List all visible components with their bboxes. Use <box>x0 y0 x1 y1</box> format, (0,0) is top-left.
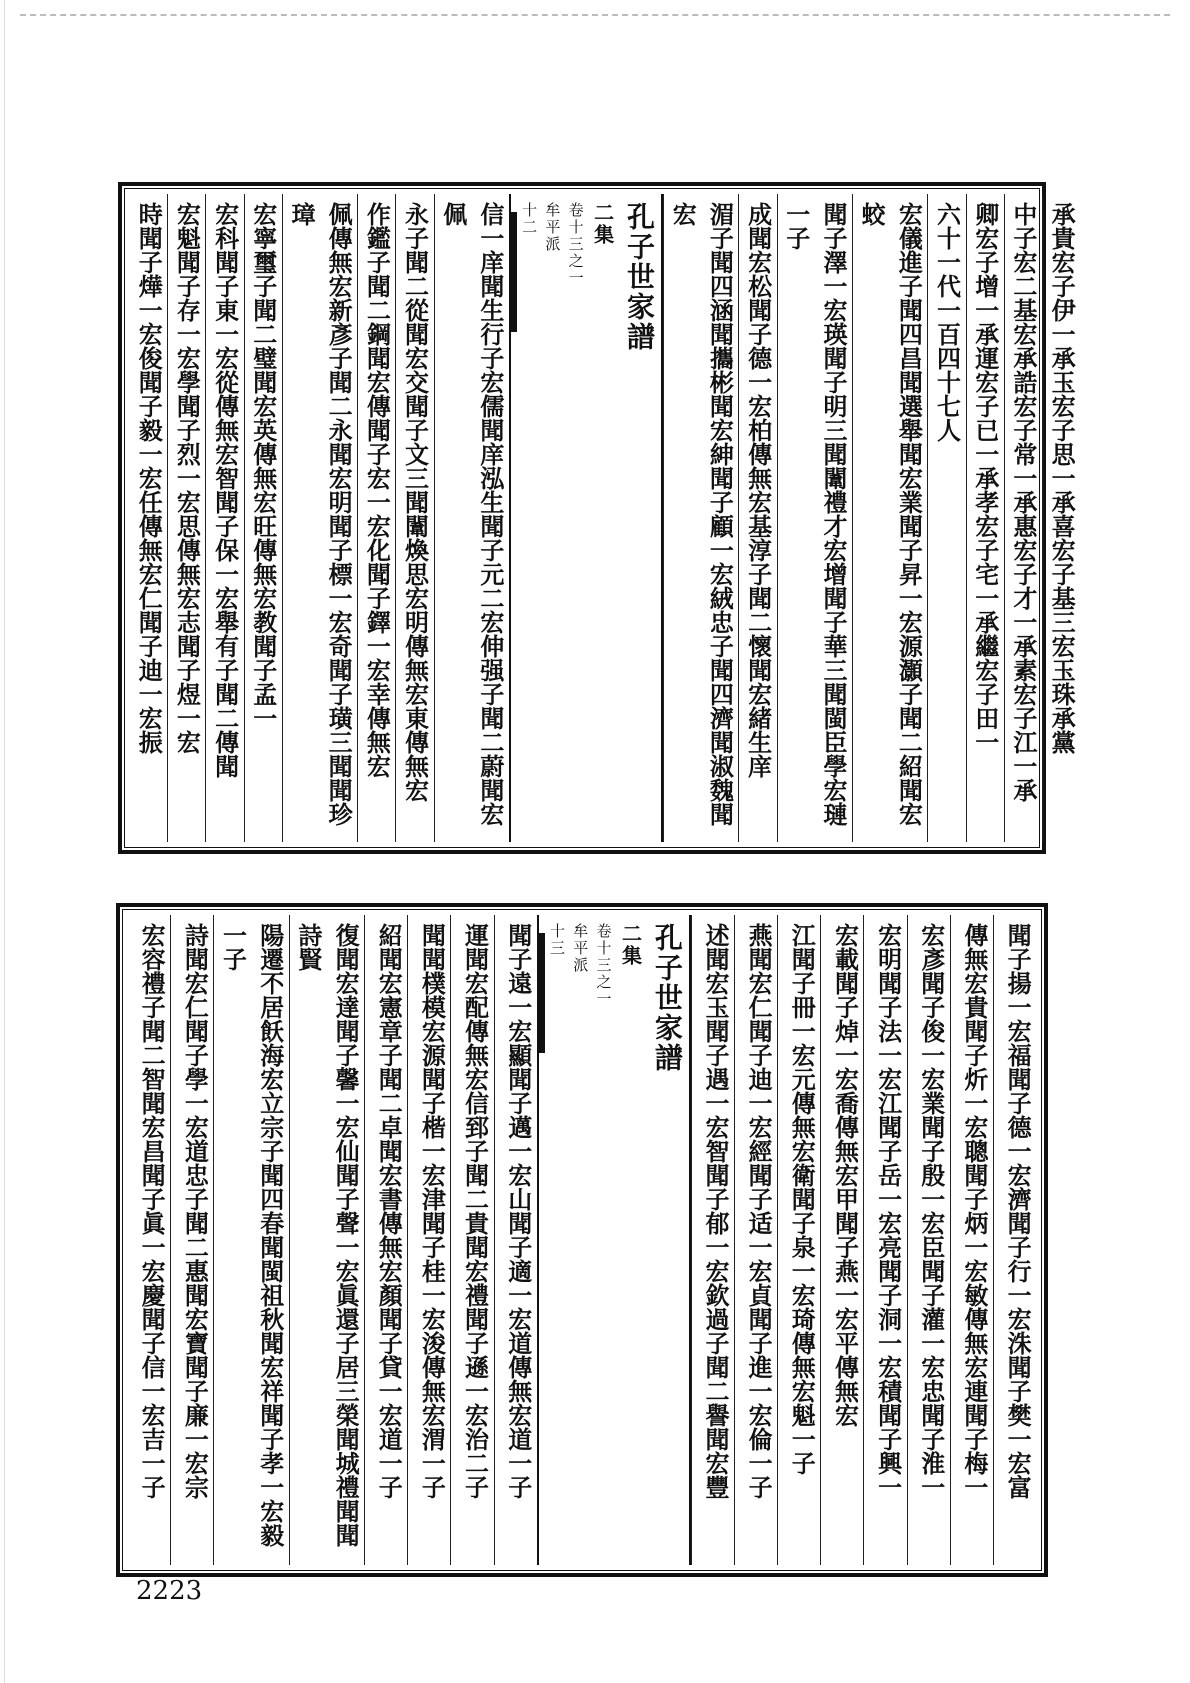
entry-column: 作鑑子聞二鋼聞宏傳聞子宏一宏化聞子鐸一宏幸傳無宏 <box>357 194 395 842</box>
branch-label: 牟平派 <box>571 923 590 974</box>
entry-column: 承貴宏子伊一承玉宏子思一承喜宏子基三宏玉珠承黨 <box>1042 194 1080 842</box>
bottom-genealogy-panel <box>116 903 1048 1577</box>
volume-label: 二集 <box>618 923 643 967</box>
folio-number: 十三 <box>547 923 566 957</box>
book-title: 孔子世家譜 <box>650 923 684 1073</box>
top-cut-line <box>20 14 1170 18</box>
entry-column: 聞子遠一宏顯聞子邁一宏山聞子適一宏道傳無宏道一子 <box>494 915 537 1565</box>
entry-column: 宏載聞子焯一宏喬傳無宏甲聞子燕一宏平傳無宏 <box>820 915 863 1565</box>
entry-column: 紹聞宏憲章子聞二卓聞宏書傳無宏顏聞子貸一宏道一子 <box>364 915 407 1565</box>
entry-column: 卿宏子增一承運宏子已一承孝宏子宅一承繼宏子田一 <box>966 194 1004 842</box>
entry-column: 宏明聞子法一宏江聞子岳一宏亮聞子洞一宏積聞子興一 <box>863 915 906 1565</box>
generation-heading: 六十一代一百四十七人 <box>927 194 965 842</box>
margin-bar <box>511 212 517 332</box>
entry-column: 永子聞二從聞宏交聞子文三聞闈煥思宏明傳無宏東傳無宏 <box>395 194 433 842</box>
volume-label: 二集 <box>590 202 615 246</box>
entry-column: 宏儀進子聞四昌聞選舉聞宏業聞子昇一宏源灝子聞二紹聞宏蛟 <box>852 194 927 842</box>
entry-column: 湄子聞四涵聞攜彬聞宏紳聞子顧一宏絨忠子聞四濟聞淑魏聞宏 <box>663 194 738 842</box>
entry-column: 復聞宏達聞子馨一宏仙聞子聲一宏眞還子居三榮聞城禮聞聞詩賢 <box>289 915 364 1565</box>
book-title: 孔子世家譜 <box>623 202 657 352</box>
entry-column: 宏魁聞子存一宏學聞子烈一宏思傳無宏志聞子煜一宏 <box>167 194 205 842</box>
entry-column: 聞子揚一宏福聞子德一宏濟聞子行一宏洙聞子樊一宏富 <box>993 915 1036 1565</box>
entry-column: 信一庠聞生行子宏儒聞庠泓生聞子元二宏伸强子聞二蔚聞宏佩 <box>434 194 509 842</box>
entry-column: 詩聞宏仁聞子學一宏道忠子聞二惠聞宏寶聞子廉一宏宗 <box>170 915 213 1565</box>
entry-column: 述聞宏玉聞子遇一宏智聞子郁一宏欽過子聞二譽聞宏豐 <box>691 915 734 1565</box>
top-genealogy-panel <box>118 182 1077 854</box>
entry-column: 宏彥聞子俊一宏業聞子殷一宏臣聞子灌一宏忠聞子淮一 <box>907 915 950 1565</box>
entry-column: 聞子澤一宏瑛聞子明三聞闈禮才宏增聞子華三聞閩臣學宏璉一子 <box>777 194 852 842</box>
page-margin-title <box>509 194 663 842</box>
entry-column: 宏寧璽子聞二璧聞宏英傳無宏旺傳無宏教聞子孟一 <box>244 194 282 842</box>
entry-column: 傳無宏貴聞子炘一宏聰聞子炳一宏敏傳無宏連聞子梅一 <box>950 915 993 1565</box>
page-margin-title <box>537 915 691 1565</box>
entry-column: 聞聞樸模宏源聞子楷一宏津聞子桂一宏浚傳無宏渭一子 <box>407 915 450 1565</box>
juan-label: 卷十三之一 <box>566 202 585 287</box>
folio-number: 十二 <box>520 202 539 236</box>
branch-label: 牟平派 <box>543 202 562 253</box>
entry-column: 宏科聞子東一宏從傳無宏智聞子保一宏舉有子聞二傳聞 <box>205 194 243 842</box>
entry-column: 中子宏二基宏承誥宏子常一承惠宏子才一承素宏子江一承 <box>1004 194 1042 842</box>
entry-column: 時聞子燁一宏俊聞子毅一宏任傳無宏仁聞子迪一宏振 <box>134 202 164 754</box>
scan-edge-line <box>4 0 5 1683</box>
entry-column: 成聞宏松聞子德一宏柏傳無宏基淳子聞二懷聞宏緒生庠 <box>738 194 776 842</box>
entry-column: 運聞宏配傳無宏信郅子聞二貴聞宏禮聞子遜一宏治二子 <box>450 915 493 1565</box>
entry-column: 宏容禮子聞二智聞宏昌聞子眞一宏慶聞子信一宏吉一子 <box>137 923 167 1499</box>
entry-column: 佩傳無宏新彥子聞二永聞宏明聞子標一宏奇聞子璜三聞聞珍璋 <box>282 194 357 842</box>
page-number: 2223 <box>136 1576 203 1606</box>
entry-column: 江聞子冊一宏元傳無宏衛聞子泉一宏琦傳無宏魁一子 <box>777 915 820 1565</box>
margin-bar <box>539 933 545 1053</box>
juan-label: 卷十三之一 <box>594 923 613 1008</box>
entry-column: 陽遷不居飫海宏立宗子聞四春聞閩祖秋聞宏祥聞子孝一宏毅一子 <box>213 915 288 1565</box>
entry-column: 燕聞宏仁聞子迪一宏經聞子适一宏貞聞子進一宏倫一子 <box>734 915 777 1565</box>
